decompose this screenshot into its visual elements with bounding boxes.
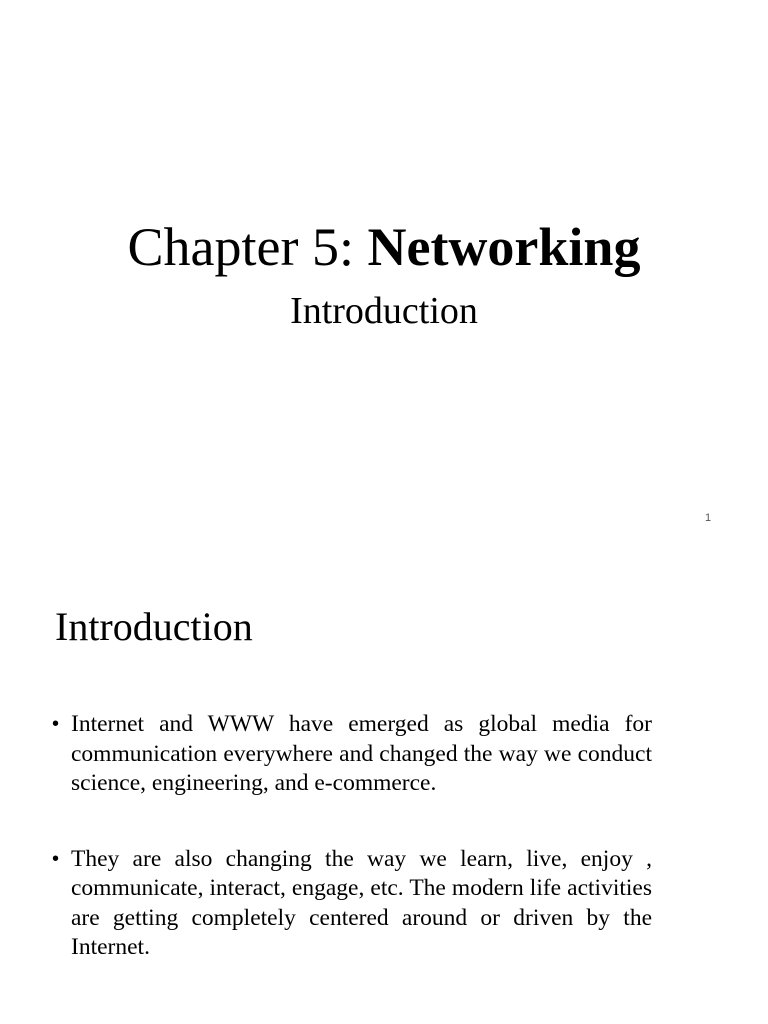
title-prefix: Chapter 5: [127,217,368,277]
content-slide [0,580,768,1024]
bullet-item [52,845,652,963]
slide-heading: Introduction [55,604,253,649]
bullet-text: They are also changing the way we learn, live, enjoy , communicate, interact, engage, etc. The modern life activities are getting completely centered around or driven by the Internet. [71,845,652,960]
bullet-icon: • [52,713,60,735]
slide-subtitle: Introduction [290,290,478,332]
page-number: 1 [704,512,712,524]
slide-title [0,212,768,282]
bullet-list [52,710,652,1009]
bullet-icon: • [52,847,60,870]
title-emphasis: Networking [367,217,641,277]
bullet-text: Internet and WWW have emerged as global media for communication everywhere and changed the way we conduct science, engineering, and e-commerce. [71,711,652,796]
bullet-item [52,710,652,799]
